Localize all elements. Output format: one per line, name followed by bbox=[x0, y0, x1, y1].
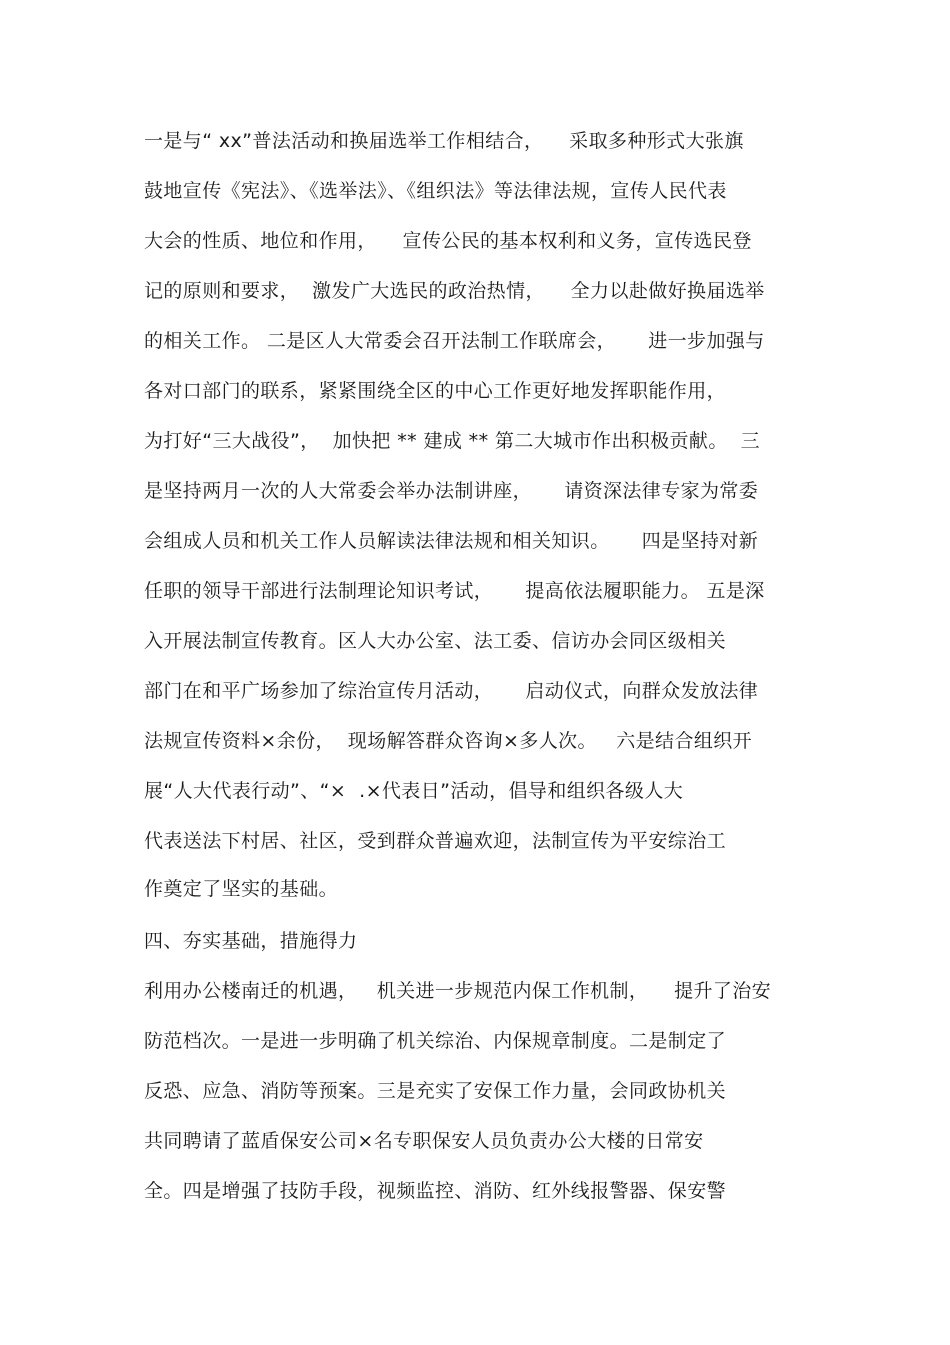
body-text-line: 大会的性质、地位和作用， 宣传公民的基本权利和义务，宣传选民登 bbox=[144, 230, 752, 252]
body-text-line: 一是与“ xx”普法活动和换届选举工作相结合， 采取多种形式大张旗 bbox=[144, 130, 744, 152]
body-text-line: 反恐、应急、消防等预案。三是充实了安保工作力量，会同政协机关 bbox=[144, 1080, 727, 1102]
body-text-line: 防范档次。一是进一步明确了机关综治、内保规章制度。二是制定了 bbox=[144, 1030, 727, 1052]
body-text-line: 法规宣传资料×余份， 现场解答群众咨询×多人次。 六是结合组织开 bbox=[144, 730, 753, 752]
body-text-line: 作奠定了坚实的基础。 bbox=[144, 878, 339, 900]
body-text-line: 的相关工作。 二是区人大常委会召开法制工作联席会， 进一步加强与 bbox=[144, 330, 765, 352]
body-text-line: 为打好“三大战役”， 加快把 ** 建成 ** 第二大城市作出积极贡献。 三 bbox=[144, 430, 761, 452]
body-text-line: 全。四是增强了技防手段，视频监控、消防、红外线报警器、保安警 bbox=[144, 1180, 727, 1202]
section-heading: 四、夯实基础，措施得力 bbox=[144, 930, 358, 952]
body-text-line: 各对口部门的联系，紧紧围绕全区的中心工作更好地发挥职能作用， bbox=[144, 380, 727, 402]
body-text-line: 展“人大代表行动”、“× .×代表日”活动，倡导和组织各级人大 bbox=[144, 780, 684, 802]
body-text-line: 利用办公楼南迁的机遇， 机关进一步规范内保工作机制， 提升了治安 bbox=[144, 980, 772, 1002]
body-text-line: 记的原则和要求， 激发广大选民的政治热情， 全力以赴做好换届选举 bbox=[144, 280, 765, 302]
body-text-line: 会组成人员和机关工作人员解读法律法规和相关知识。 四是坚持对新 bbox=[144, 530, 759, 552]
body-text-line: 鼓地宣传《宪法》、《选举法》、《组织法》等法律法规，宣传人民代表 bbox=[144, 180, 727, 202]
body-text-line: 代表送法下村居、社区，受到群众普遍欢迎，法制宣传为平安综治工 bbox=[144, 830, 727, 852]
body-text-line: 入开展法制宣传教育。区人大办公室、法工委、信访办会同区级相关 bbox=[144, 630, 727, 652]
body-text-line: 部门在和平广场参加了综治宣传月活动， 启动仪式，向群众发放法律 bbox=[144, 680, 759, 702]
body-text-line: 是坚持两月一次的人大常委会举办法制讲座， 请资深法律专家为常委 bbox=[144, 480, 759, 502]
body-text-line: 任职的领导干部进行法制理论知识考试， 提高依法履职能力。 五是深 bbox=[144, 580, 765, 602]
body-text-line: 共同聘请了蓝盾保安公司×名专职保安人员负责办公大楼的日常安 bbox=[144, 1130, 704, 1152]
